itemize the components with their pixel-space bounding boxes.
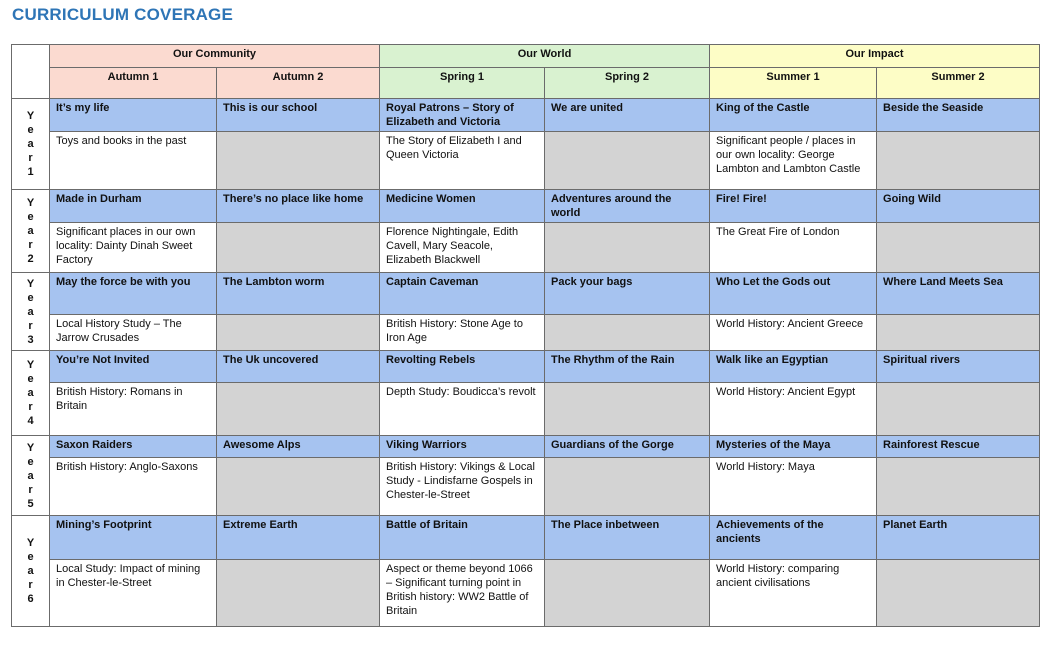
topic-cell: Going Wild: [877, 190, 1040, 223]
detail-cell: Depth Study: Boudicca’s revolt: [380, 383, 545, 436]
topic-cell: Battle of Britain: [380, 516, 545, 560]
group-our-community: Our Community: [50, 45, 380, 68]
topic-cell: Mysteries of the Maya: [710, 436, 877, 458]
detail-row: [12, 560, 1040, 627]
year-label-text: Year 4: [26, 359, 35, 427]
topic-cell: Medicine Women: [380, 190, 545, 223]
topic-cell: King of the Castle: [710, 99, 877, 132]
year-label: [12, 351, 50, 436]
topic-cell: Revolting Rebels: [380, 351, 545, 383]
empty-cell: [217, 458, 380, 516]
topic-cell: May the force be with you: [50, 273, 217, 315]
topic-cell: We are united: [545, 99, 710, 132]
term-header-row: [12, 68, 1040, 99]
topic-cell: Planet Earth: [877, 516, 1040, 560]
detail-row: [12, 315, 1040, 351]
empty-cell: [877, 315, 1040, 351]
topic-cell: Guardians of the Gorge: [545, 436, 710, 458]
empty-cell: [877, 383, 1040, 436]
group-our-impact: Our Impact: [710, 45, 1040, 68]
topic-cell: There’s no place like home: [217, 190, 380, 223]
year-label-text: Year 2: [26, 197, 35, 265]
topic-cell: It’s my life: [50, 99, 217, 132]
detail-cell: British History: Stone Age to Iron Age: [380, 315, 545, 351]
page-title: CURRICULUM COVERAGE: [12, 5, 234, 24]
year-label: [12, 436, 50, 516]
empty-cell: [877, 223, 1040, 273]
corner-cell: [12, 45, 50, 99]
topic-row: [12, 351, 1040, 383]
detail-cell: World History: Ancient Egypt: [710, 383, 877, 436]
topic-cell: Spiritual rivers: [877, 351, 1040, 383]
topic-row: [12, 436, 1040, 458]
detail-row: [12, 383, 1040, 436]
year-label: [12, 516, 50, 627]
topic-cell: Mining’s Footprint: [50, 516, 217, 560]
topic-cell: You’re Not Invited: [50, 351, 217, 383]
detail-cell: Local History Study – The Jarrow Crusades: [50, 315, 217, 351]
topic-cell: Saxon Raiders: [50, 436, 217, 458]
detail-row: [12, 132, 1040, 190]
empty-cell: [545, 223, 710, 273]
empty-cell: [217, 223, 380, 273]
topic-cell: Awesome Alps: [217, 436, 380, 458]
curriculum-body: [12, 99, 1040, 627]
empty-cell: [217, 383, 380, 436]
term-summer-2: Summer 2: [877, 68, 1040, 99]
topic-cell: Achievements of the ancients: [710, 516, 877, 560]
topic-cell: Adventures around the world: [545, 190, 710, 223]
detail-cell: Florence Nightingale, Edith Cavell, Mary Seacole, Elizabeth Blackwell: [380, 223, 545, 273]
empty-cell: [545, 458, 710, 516]
topic-cell: The Lambton worm: [217, 273, 380, 315]
topic-row: [12, 273, 1040, 315]
empty-cell: [545, 132, 710, 190]
topic-cell: Where Land Meets Sea: [877, 273, 1040, 315]
year-label-text: Year 1: [26, 110, 35, 178]
topic-cell: Fire! Fire!: [710, 190, 877, 223]
topic-cell: Who Let the Gods out: [710, 273, 877, 315]
year-label: [12, 273, 50, 351]
empty-cell: [217, 132, 380, 190]
detail-cell: The Great Fire of London: [710, 223, 877, 273]
empty-cell: [545, 383, 710, 436]
term-spring-1: Spring 1: [380, 68, 545, 99]
detail-row: [12, 223, 1040, 273]
detail-cell: Aspect or theme beyond 1066 – Significant turning point in British history: WW2 Battle of Britain: [380, 560, 545, 627]
term-autumn-1: Autumn 1: [50, 68, 217, 99]
topic-row: [12, 99, 1040, 132]
topic-cell: This is our school: [217, 99, 380, 132]
detail-cell: British History: Romans in Britain: [50, 383, 217, 436]
group-our-world: Our World: [380, 45, 710, 68]
year-label-text: Year 5: [26, 441, 35, 510]
detail-cell: World History: Maya: [710, 458, 877, 516]
term-summer-1: Summer 1: [710, 68, 877, 99]
topic-cell: The Uk uncovered: [217, 351, 380, 383]
empty-cell: [877, 132, 1040, 190]
topic-cell: Royal Patrons – Story of Elizabeth and Victoria: [380, 99, 545, 132]
topic-cell: Viking Warriors: [380, 436, 545, 458]
term-autumn-2: Autumn 2: [217, 68, 380, 99]
topic-cell: Extreme Earth: [217, 516, 380, 560]
empty-cell: [545, 560, 710, 627]
curriculum-table: [11, 44, 1040, 627]
year-label: [12, 190, 50, 273]
topic-row: [12, 516, 1040, 560]
topic-cell: Captain Caveman: [380, 273, 545, 315]
topic-cell: Beside the Seaside: [877, 99, 1040, 132]
topic-cell: Walk like an Egyptian: [710, 351, 877, 383]
detail-cell: Local Study: Impact of mining in Chester-le-Street: [50, 560, 217, 627]
topic-row: [12, 190, 1040, 223]
empty-cell: [217, 560, 380, 627]
detail-cell: World History: Ancient Greece: [710, 315, 877, 351]
topic-cell: Rainforest Rescue: [877, 436, 1040, 458]
detail-cell: Significant people / places in our own locality: George Lambton and Lambton Castle: [710, 132, 877, 190]
empty-cell: [877, 560, 1040, 627]
year-label: [12, 99, 50, 190]
empty-cell: [217, 315, 380, 351]
detail-row: [12, 458, 1040, 516]
year-label-text: Year 3: [26, 277, 35, 346]
empty-cell: [877, 458, 1040, 516]
detail-cell: Significant places in our own locality: Dainty Dinah Sweet Factory: [50, 223, 217, 273]
topic-cell: The Place inbetween: [545, 516, 710, 560]
topic-cell: Pack your bags: [545, 273, 710, 315]
empty-cell: [545, 315, 710, 351]
detail-cell: British History: Vikings & Local Study - Lindisfarne Gospels in Chester-le-Street: [380, 458, 545, 516]
detail-cell: The Story of Elizabeth I and Queen Victoria: [380, 132, 545, 190]
topic-cell: The Rhythm of the Rain: [545, 351, 710, 383]
detail-cell: World History: comparing ancient civilisations: [710, 560, 877, 627]
year-label-text: Year 6: [26, 537, 35, 605]
detail-cell: Toys and books in the past: [50, 132, 217, 190]
topic-cell: Made in Durham: [50, 190, 217, 223]
term-spring-2: Spring 2: [545, 68, 710, 99]
group-header-row: [12, 45, 1040, 68]
detail-cell: British History: Anglo-Saxons: [50, 458, 217, 516]
